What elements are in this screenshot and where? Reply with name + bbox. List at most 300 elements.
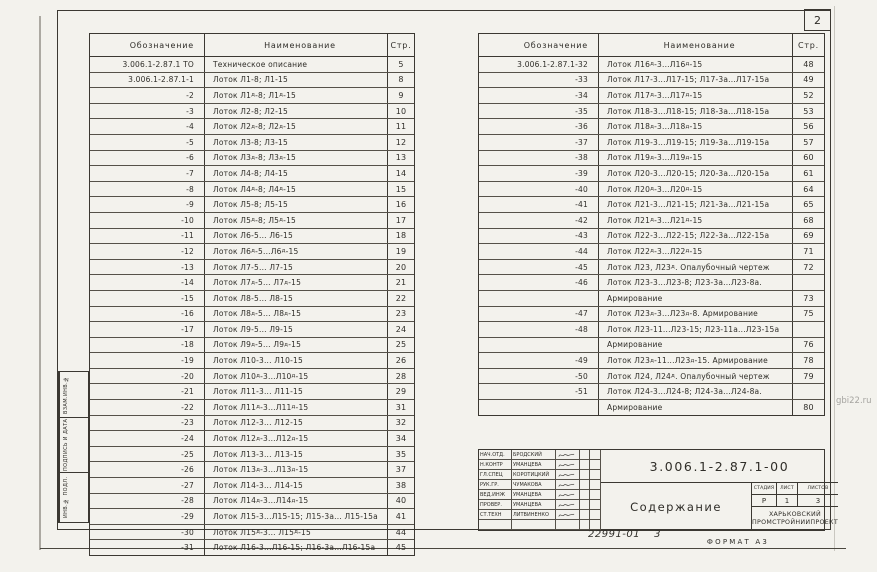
table-row — [90, 461, 414, 477]
table-row — [90, 259, 414, 275]
designation-cell: -39 — [479, 166, 599, 181]
page-cell: 25 — [395, 340, 407, 350]
stamp-label: ВЗАМ.ИНВ.№ — [59, 372, 72, 417]
table-row — [90, 524, 414, 540]
designation-cell: -30 — [90, 525, 205, 540]
name-cell: Лоток Л8-5... Л8-15 — [205, 291, 388, 306]
table-body — [479, 57, 824, 415]
table-row — [90, 243, 414, 259]
table-row — [479, 228, 824, 244]
designation-cell: -25 — [90, 447, 205, 462]
name-cell: Лоток Л4-8; Л4-15 — [205, 166, 388, 181]
name-cell: Армирование — [599, 291, 793, 306]
table-row — [479, 352, 824, 368]
table-row — [479, 321, 824, 337]
name-cell: Лоток Л22 д -3...Л22 д -15 — [599, 244, 793, 259]
page-cell: 60 — [803, 153, 814, 163]
designation-cell: -27 — [90, 478, 205, 493]
name-cell: Лоток Л9-5... Л9-15 — [205, 322, 388, 337]
name-cell: Лоток Л11 д -3...Л11 д -15 — [205, 400, 388, 415]
table-row — [90, 352, 414, 368]
name-cell: Лоток Л16-3...Л16-15; Л16-3а...Л16-15а — [205, 540, 388, 555]
table-row — [90, 196, 414, 212]
table-row — [90, 306, 414, 322]
empty-cell — [590, 500, 601, 510]
page-number-box — [804, 9, 831, 31]
signer-signature — [556, 490, 580, 500]
page-cell: 19 — [395, 246, 407, 256]
table-row — [90, 150, 414, 166]
table-header-row — [90, 34, 414, 57]
page-cell: 21 — [395, 278, 407, 288]
name-cell: Лоток Л6-5... Л6-15 — [205, 229, 388, 244]
page-cell: 78 — [803, 356, 814, 366]
empty-cell — [580, 480, 590, 490]
signer-role: ВЕД.ИНЖ — [479, 490, 512, 500]
page-cell: 48 — [803, 59, 814, 69]
page-cell: 20 — [395, 262, 407, 272]
designation-cell: -47 — [479, 307, 599, 322]
table-row — [90, 165, 414, 181]
table-row — [479, 259, 824, 275]
name-cell: Лоток Л19-3...Л19-15; Л19-3а...Л19-15а — [599, 135, 793, 150]
table-row — [90, 539, 414, 555]
title-block-right — [601, 450, 838, 530]
signature-scribble — [558, 501, 578, 509]
page-cell: 8 — [398, 75, 404, 85]
page-cell: 53 — [803, 106, 814, 116]
watermark: gbi22.ru — [836, 396, 872, 406]
table-row — [479, 368, 824, 384]
name-cell: Лоток Л20 д -3...Л20 д -15 — [599, 182, 793, 197]
table-row — [479, 103, 824, 119]
page-cell: 12 — [395, 137, 407, 147]
designation-cell: -7 — [90, 166, 205, 181]
designation-cell: -49 — [479, 353, 599, 368]
page-cell: 15 — [395, 184, 407, 194]
table-row — [479, 150, 824, 166]
name-cell: Лоток Л1-8; Л1-15 — [205, 73, 388, 88]
designation-cell: -22 — [90, 400, 205, 415]
page-cell: 57 — [803, 137, 814, 147]
signer-signature — [556, 510, 580, 520]
sheet-title: Содержание — [601, 483, 752, 530]
table-row — [479, 399, 824, 415]
designation-cell: 3.006.1-2.87.1 ТО — [90, 57, 205, 72]
name-cell: Лоток Л4 д -8; Л4 д -15 — [205, 182, 388, 197]
designation-cell — [479, 400, 599, 415]
stage-block — [752, 483, 838, 530]
name-cell: Лоток Л5 д -8; Л5 д -15 — [205, 213, 388, 228]
table-row — [90, 430, 414, 446]
name-cell: Лоток Л18-3...Л18-15; Л18-3а...Л18-15а — [599, 104, 793, 119]
table-row — [90, 383, 414, 399]
table-row — [479, 134, 824, 150]
designation-cell: -8 — [90, 182, 205, 197]
table-row — [479, 181, 824, 197]
empty-cell — [479, 520, 512, 530]
table-row — [90, 368, 414, 384]
page-cell: 65 — [803, 200, 814, 210]
designation-cell: -38 — [479, 151, 599, 166]
header-name: Наименование — [599, 34, 793, 56]
page-cell: 35 — [395, 449, 407, 459]
name-cell: Лоток Л10 д -3...Л10 д -15 — [205, 369, 388, 384]
designation-cell: -16 — [90, 307, 205, 322]
signature-scribble — [558, 511, 578, 519]
table-row — [90, 290, 414, 306]
signer-name: ЧУМАКОВА — [512, 480, 556, 490]
page-cell — [793, 275, 824, 290]
name-cell: Лоток Л24, Л24 д . Опалубочный чертеж — [599, 369, 793, 384]
designation-cell: -35 — [479, 104, 599, 119]
header-page: Стр. — [390, 40, 412, 50]
footer-sheet-number: 3 — [654, 529, 662, 540]
name-cell: Лоток Л2 д -8; Л2 д -15 — [205, 119, 388, 134]
name-cell: Лоток Л11-3... Л11-15 — [205, 384, 388, 399]
name-cell: Лоток Л14-3... Л14-15 — [205, 478, 388, 493]
signer-signature — [556, 460, 580, 470]
page-cell: 72 — [803, 262, 814, 272]
designation-cell: -29 — [90, 509, 205, 524]
page-cell: 40 — [395, 496, 407, 506]
table-row — [479, 87, 824, 103]
footer-order — [588, 529, 661, 540]
empty-cell — [590, 460, 601, 470]
page-cell: 80 — [803, 402, 814, 412]
empty-cell — [590, 510, 601, 520]
signer-name: БРОДСКИЙ — [512, 450, 556, 460]
document-number: 3.006.1-2.87.1-00 — [601, 450, 838, 483]
page-cell: 28 — [395, 371, 407, 381]
designation-cell: -43 — [479, 229, 599, 244]
empty-cell — [580, 450, 590, 460]
signature-scribble — [558, 471, 578, 479]
name-cell: Лоток Л17-3...Л17-15; Л17-3а...Л17-15а — [599, 73, 793, 88]
designation-cell: -10 — [90, 213, 205, 228]
signer-role: СТ.ТЕХН — [479, 510, 512, 520]
name-cell: Лоток Л24-3...Л24-8; Л24-3а...Л24-8а. — [599, 384, 793, 399]
empty-cell — [590, 480, 601, 490]
table-body — [90, 57, 414, 555]
empty-cell — [580, 510, 590, 520]
stage-value-list: 1 — [777, 495, 798, 506]
signature-scribble — [558, 491, 578, 499]
stamp-empty-box — [72, 372, 88, 417]
signer-signature — [556, 450, 580, 460]
designation-cell: -50 — [479, 369, 599, 384]
designation-cell: 3.006.1-2.87.1-1 — [90, 73, 205, 88]
signer-role: Н.КОНТР — [479, 460, 512, 470]
organization-line: ПРОМСТРОЙНИИПРОЕКТ — [752, 518, 838, 526]
format-label: ФОРМАТ А3 — [706, 538, 770, 546]
page-cell: 49 — [803, 75, 814, 85]
name-cell: Лоток Л10-3... Л10-15 — [205, 353, 388, 368]
designation-cell: -48 — [479, 322, 599, 337]
page-cell: 32 — [395, 418, 407, 428]
table-row — [479, 306, 824, 322]
designation-cell: -24 — [90, 431, 205, 446]
table-row — [90, 72, 414, 88]
page-cell: 34 — [395, 434, 407, 444]
empty-cell — [590, 470, 601, 480]
designation-cell: -42 — [479, 213, 599, 228]
stamp-cell-inv-podl — [58, 473, 89, 523]
page-cell: 18 — [395, 231, 407, 241]
stamp-cell-podpis-data — [58, 418, 89, 473]
designation-cell: -14 — [90, 275, 205, 290]
page-cell: 61 — [803, 168, 814, 178]
name-cell: Лоток Л15-3...Л15-15; Л15-3а... Л15-15а — [205, 509, 388, 524]
designation-cell: -26 — [90, 462, 205, 477]
page-cell: 5 — [398, 59, 404, 69]
table-row — [479, 118, 824, 134]
name-cell: Лоток Л23, Л23 д . Опалубочный чертеж — [599, 260, 793, 275]
scan-edge-streak — [39, 16, 41, 550]
page-cell: 75 — [803, 309, 814, 319]
page-cell — [793, 384, 824, 399]
page-cell: 13 — [395, 153, 407, 163]
table-row — [90, 57, 414, 72]
stage-value-listov: 3 — [815, 496, 821, 505]
designation-cell: -6 — [90, 151, 205, 166]
stage-header-listov: ЛИСТОВ — [807, 486, 829, 491]
header-designation: Обозначение — [479, 34, 599, 56]
designation-cell: -45 — [479, 260, 599, 275]
stage-value-stadia: Р — [752, 495, 777, 506]
name-cell: Лоток Л20-3...Л20-15; Л20-3а...Л20-15а — [599, 166, 793, 181]
page-cell: 16 — [395, 200, 407, 210]
name-cell: Лоток Л23 д -3...Л23 д -8. Армирование — [599, 307, 793, 322]
table-row — [479, 72, 824, 88]
designation-cell: -3 — [90, 104, 205, 119]
designation-cell: -9 — [90, 197, 205, 212]
table-row — [479, 57, 824, 72]
signature-grid — [479, 450, 601, 530]
name-cell: Армирование — [599, 338, 793, 353]
table-row — [90, 477, 414, 493]
designation-cell: -31 — [90, 540, 205, 555]
designation-cell: -28 — [90, 494, 205, 509]
table-row — [479, 337, 824, 353]
designation-cell: -51 — [479, 384, 599, 399]
designation-cell: -34 — [479, 88, 599, 103]
signer-role: НАЧ.ОТД. — [479, 450, 512, 460]
signer-name: КОРОТИЦКИЙ — [512, 470, 556, 480]
name-cell: Лоток Л18 д -3...Л18 д -15 — [599, 119, 793, 134]
designation-cell: -11 — [90, 229, 205, 244]
name-cell: Лоток Л12 д -3...Л12 д -15 — [205, 431, 388, 446]
page-cell: 52 — [803, 90, 814, 100]
name-cell: Армирование — [599, 400, 793, 415]
designation-cell: -21 — [90, 384, 205, 399]
name-cell: Лоток Л19 д -3...Л19 д -15 — [599, 151, 793, 166]
designation-cell — [479, 291, 599, 306]
table-row — [90, 399, 414, 415]
name-cell: Лоток Л22-3...Л22-15; Л22-3а...Л22-15а — [599, 229, 793, 244]
page-cell: 37 — [395, 465, 407, 475]
name-cell: Лоток Л15 д -3... Л15 д -15 — [205, 525, 388, 540]
table-row — [479, 196, 824, 212]
empty-cell — [580, 470, 590, 480]
page-cell: 44 — [395, 527, 407, 537]
name-cell: Лоток Л23 д -11...Л23 д -15. Армирование — [599, 353, 793, 368]
table-row — [90, 118, 414, 134]
designation-cell: -44 — [479, 244, 599, 259]
name-cell: Лоток Л1 д -8; Л1 д -15 — [205, 88, 388, 103]
signer-name: УМАНЦЕВА — [512, 460, 556, 470]
designation-cell: -2 — [90, 88, 205, 103]
table-row — [90, 337, 414, 353]
page-cell: 31 — [395, 402, 407, 412]
table-row — [90, 274, 414, 290]
name-cell: Лоток Л7-5... Л7-15 — [205, 260, 388, 275]
name-cell: Лоток Л21-3...Л21-15; Л21-3а...Л21-15а — [599, 197, 793, 212]
designation-cell: -41 — [479, 197, 599, 212]
name-cell: Лоток Л23-3...Л23-8; Л23-3а...Л23-8а. — [599, 275, 793, 290]
page-cell: 29 — [395, 387, 407, 397]
page-cell: 76 — [803, 340, 814, 350]
order-number: 22991-01 — [588, 529, 641, 540]
contents-table-left — [89, 33, 415, 556]
name-cell: Лоток Л21 д -3...Л21 д -15 — [599, 213, 793, 228]
name-cell: Лоток Л5-8; Л5-15 — [205, 197, 388, 212]
header-page: Стр. — [797, 40, 820, 50]
stage-header-list: ЛИСТ — [777, 483, 798, 494]
empty-cell — [580, 490, 590, 500]
page-cell: 9 — [398, 90, 404, 100]
header-name: Наименование — [205, 34, 388, 56]
side-stamp-column — [58, 371, 89, 523]
signature-scribble — [558, 461, 578, 469]
page-cell: 68 — [803, 215, 814, 225]
table-row — [90, 87, 414, 103]
name-cell: Лоток Л8 д -5... Л8 д -15 — [205, 307, 388, 322]
page-cell: 45 — [395, 543, 407, 553]
table-header-row — [479, 34, 824, 57]
empty-cell — [512, 520, 556, 530]
signer-signature — [556, 470, 580, 480]
title-block — [478, 449, 838, 531]
table-row — [90, 228, 414, 244]
stamp-label: ПОДПИСЬ И ДАТА — [59, 418, 72, 472]
table-row — [90, 134, 414, 150]
stamp-empty-box — [72, 473, 88, 522]
page-cell: 24 — [395, 324, 407, 334]
designation-cell: -40 — [479, 182, 599, 197]
table-row — [90, 321, 414, 337]
name-cell: Лоток Л17 д -3...Л17 д -15 — [599, 88, 793, 103]
name-cell: Лоток Л13 д -3...Л13 д -15 — [205, 462, 388, 477]
designation-cell: -19 — [90, 353, 205, 368]
signer-name: УМАНЦЕВА — [512, 500, 556, 510]
table-row — [90, 103, 414, 119]
name-cell: Лоток Л3-8; Л3-15 — [205, 135, 388, 150]
signer-role: ГЛ.СПЕЦ — [479, 470, 512, 480]
page-cell: 56 — [803, 122, 814, 132]
table-row — [479, 165, 824, 181]
table-row — [90, 181, 414, 197]
designation-cell: -46 — [479, 275, 599, 290]
table-row — [90, 508, 414, 524]
table-row — [90, 446, 414, 462]
empty-cell — [556, 520, 580, 530]
empty-cell — [590, 490, 601, 500]
page-number: 2 — [814, 13, 821, 27]
signer-name: ЛИТВИНЕНКО — [512, 510, 556, 520]
organization-line: ХАРЬКОВСКИЙ — [768, 510, 822, 518]
page-cell: 38 — [395, 480, 407, 490]
stamp-empty-box — [72, 418, 88, 472]
name-cell: Техническое описание — [205, 57, 388, 72]
page-cell: 69 — [803, 231, 814, 241]
signer-name: УМАНЦЕВА — [512, 490, 556, 500]
empty-cell — [590, 450, 601, 460]
signer-signature — [556, 480, 580, 490]
designation-cell: -36 — [479, 119, 599, 134]
designation-cell: -18 — [90, 338, 205, 353]
page-cell: 10 — [395, 106, 407, 116]
signer-role: РУК.ГР. — [479, 480, 512, 490]
name-cell: Лоток Л13-3... Л13-15 — [205, 447, 388, 462]
designation-cell: -20 — [90, 369, 205, 384]
designation-cell: -13 — [90, 260, 205, 275]
page-cell: 73 — [803, 293, 814, 303]
page-cell: 71 — [803, 246, 814, 256]
designation-cell: -12 — [90, 244, 205, 259]
table-row — [90, 493, 414, 509]
empty-cell — [580, 460, 590, 470]
name-cell: Лоток Л16 д -3...Л16 д -15 — [599, 57, 793, 72]
table-row — [479, 290, 824, 306]
name-cell: Лоток Л6 д -5...Л6 д -15 — [205, 244, 388, 259]
signature-scribble — [558, 451, 578, 459]
name-cell: Лоток Л9 д -5... Л9 д -15 — [205, 338, 388, 353]
stage-header-stadia: СТАДИЯ — [752, 483, 777, 494]
page-cell: 11 — [395, 122, 407, 132]
page-cell: 17 — [395, 215, 407, 225]
table-row — [479, 243, 824, 259]
organization-name — [752, 507, 838, 530]
name-cell: Лоток Л2-8; Л2-15 — [205, 104, 388, 119]
name-cell: Лоток Л7 д -5... Л7 д -15 — [205, 275, 388, 290]
signer-role: ПРОВЕР. — [479, 500, 512, 510]
name-cell: Лоток Л3 д -8; Л3 д -15 — [205, 151, 388, 166]
designation-cell — [479, 338, 599, 353]
stamp-cell-vzam-inv — [58, 371, 89, 418]
designation-cell: -15 — [90, 291, 205, 306]
empty-cell — [580, 500, 590, 510]
page-cell — [793, 322, 824, 337]
designation-cell: -23 — [90, 416, 205, 431]
table-row — [90, 212, 414, 228]
contents-table-right — [478, 33, 825, 416]
table-row — [479, 212, 824, 228]
name-cell: Лоток Л23-11...Л23-15; Л23-11а...Л23-15а — [599, 322, 793, 337]
designation-cell: -4 — [90, 119, 205, 134]
page-cell: 22 — [395, 293, 407, 303]
designation-cell: -5 — [90, 135, 205, 150]
stamp-label: ИНВ.№ ПОДЛ. — [59, 473, 72, 522]
page-cell: 64 — [803, 184, 814, 194]
table-row — [90, 415, 414, 431]
signer-signature — [556, 500, 580, 510]
designation-cell: -33 — [479, 73, 599, 88]
page-cell: 14 — [395, 168, 407, 178]
designation-cell: 3.006.1-2.87.1-32 — [479, 57, 599, 72]
page-cell: 26 — [395, 356, 407, 366]
page-cell: 79 — [803, 371, 814, 381]
